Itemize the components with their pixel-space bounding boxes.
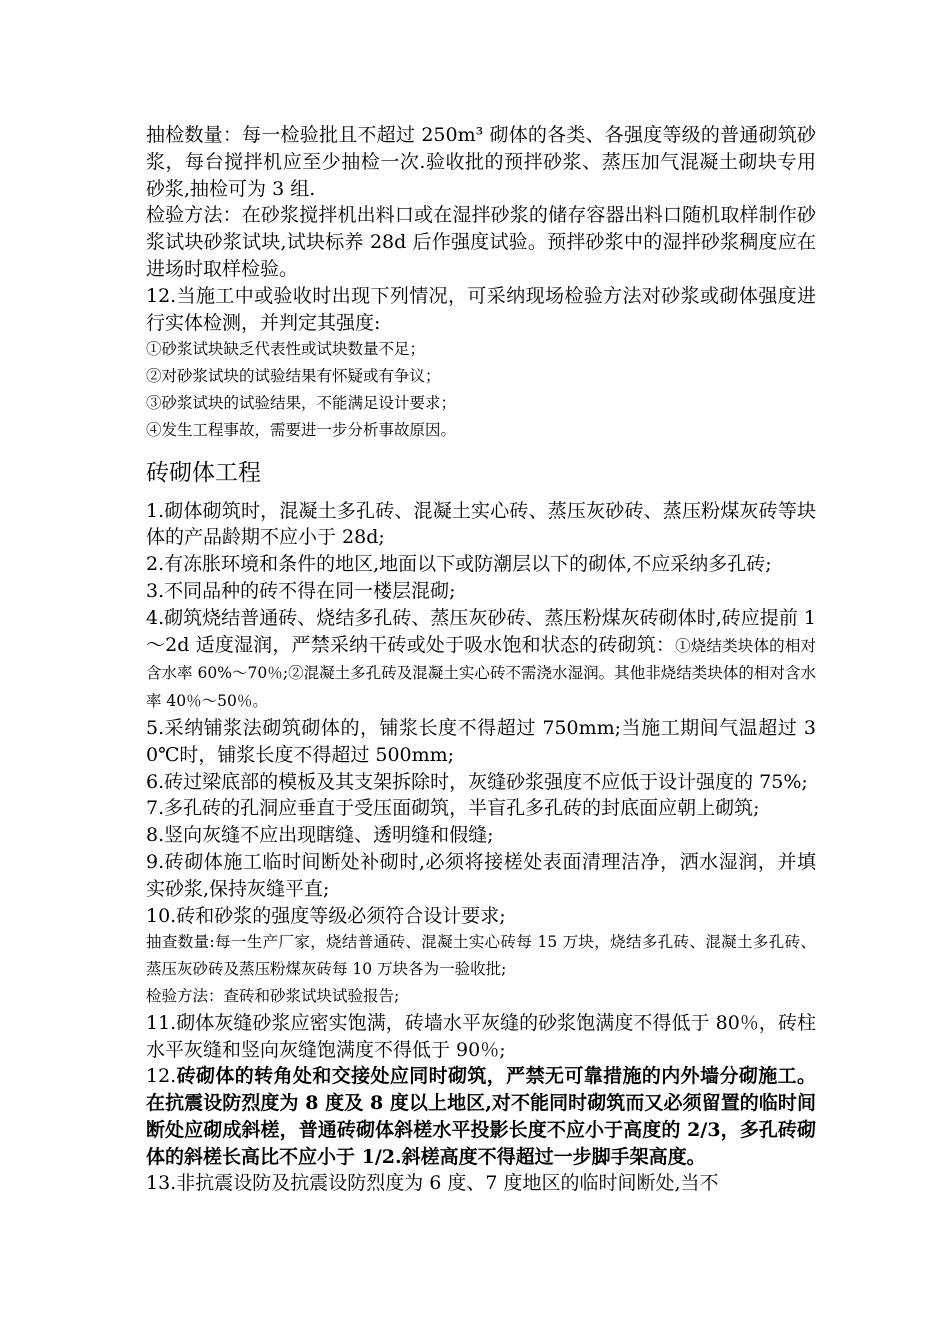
paragraph-item-8: 8.竖向灰缝不应出现瞎缝、透明缝和假缝; — [146, 824, 494, 847]
paragraph-item-2: 2.有冻胀环境和条件的地区,地面以下或防潮层以下的砌体,不应采纳多孔砖; — [146, 553, 772, 576]
list-item: ②对砂浆试块的试验结果有怀疑或有争议； — [146, 367, 441, 386]
document-body — [146, 122, 816, 1197]
item-12-number: 12. — [146, 1065, 177, 1088]
section-heading: 砖砌体工程 — [146, 459, 261, 486]
paragraph-item-13: 13.非抗震设防及抗震设防烈度为 6 度、7 度地区的临时间断处,当不 — [146, 1172, 719, 1195]
paragraph-item-7: 7.多孔砖的孔洞应垂直于受压面砌筑，半盲孔多孔砖的封底面应朝上砌筑; — [146, 797, 760, 820]
paragraph-sampling-quantity: 抽检数量：每一检验批且不超过 250m³ 砌体的各类、各强度等级的普通砌筑砂浆，每台搅拌机应至少抽检一次.验收批的预拌砂浆、蒸压加气混凝土砌块专用砂浆,抽检可为 3 组. — [146, 124, 816, 200]
list-item: ③砂浆试块的试验结果，不能满足设计要求； — [146, 393, 457, 412]
paragraph-item-12-bold — [146, 1063, 816, 1170]
item-4-note: ①烧结类块体的相对含水率 60%～70％;②混凝土多孔砖及混凝土实心砖不需浇水湿润。其他非烧结类块体的相对含水率 40％～50％。 — [146, 636, 816, 711]
item-4-text: 4.砌筑烧结普通砖、烧结多孔砖、蒸压灰砂砖、蒸压粉煤灰砖砌体时,砖应提前 1～2d 适度湿润，严禁采纳干砖或处于吸水饱和状态的砖砌筑： — [146, 606, 816, 656]
paragraph-item-12: 12.当施工中或验收时出现下列情况，可采纳现场检验方法对砂浆或砌体强度进行实体检测，并判定其强度: — [146, 284, 816, 334]
paragraph-item-4 — [146, 605, 816, 715]
paragraph-test-method: 检验方法：在砂浆搅拌机出料口或在湿拌砂浆的储存容器出料口随机取样制作砂浆试块砂浆试块,试块标养 28d 后作强度试验。预拌砂浆中的湿拌砂浆稠度应在进场时取样检验。 — [146, 204, 816, 280]
paragraph-item-9: 9.砖砌体施工临时间断处补砌时,必须将接槎处表面清理洁净，洒水湿润，并填实砂浆,保持灰缝平直; — [146, 850, 816, 900]
list-item: ④发生工程事故，需要进一步分析事故原因。 — [146, 420, 457, 439]
paragraph-item-5: 5.采纳铺浆法砌筑砌体的，铺浆长度不得超过 750mm;当施工期间气温超过 30℃时，铺浆长度不得超过 500mm; — [146, 716, 816, 766]
paragraph-sampling-note: 抽查数量:每一生产厂家，烧结普通砖、混凝土实心砖每 15 万块，烧结多孔砖、混凝土多孔砖、蒸压灰砂砖及蒸压粉煤灰砖每 10 万块各为一验收批; — [146, 933, 816, 979]
paragraph-item-1: 1.砌体砌筑时，混凝土多孔砖、混凝土实心砖、蒸压灰砂砖、蒸压粉煤灰砖等块体的产品龄期不应小于 28d; — [146, 499, 816, 549]
paragraph-method-note: 检验方法：查砖和砂浆试块试验报告; — [146, 986, 400, 1005]
paragraph-item-11: 11.砌体灰缝砂浆应密实饱满，砖墙水平灰缝的砂浆饱满度不得低于 80％，砖柱水平灰缝和竖向灰缝饱满度不得低于 90％; — [146, 1011, 816, 1061]
item-12-bold-text: 砖砌体的转角处和交接处应同时砌筑，严禁无可靠措施的内外墙分砌施工。在抗震设防烈度为 8 度及 8 度以上地区,对不能同时砌筑而又必须留置的临时间断处应砌成斜槎，普通砖砌体斜槎水平投影长度不应小于高度的 2/3，多孔砖砌体的斜槎长高比不应小于 1/2.斜槎高度不得超过一步脚手架高度。 — [146, 1065, 816, 1168]
list-item: ①砂浆试块缺乏代表性或试块数量不足； — [146, 340, 426, 359]
paragraph-item-10: 10.砖和砂浆的强度等级必须符合设计要求; — [146, 904, 506, 927]
paragraph-item-6: 6.砖过梁底部的模板及其支架拆除时，灰缝砂浆强度不应低于设计强度的 75%; — [146, 770, 808, 793]
paragraph-item-3: 3.不同品种的砖不得在同一楼层混砌; — [146, 579, 456, 602]
